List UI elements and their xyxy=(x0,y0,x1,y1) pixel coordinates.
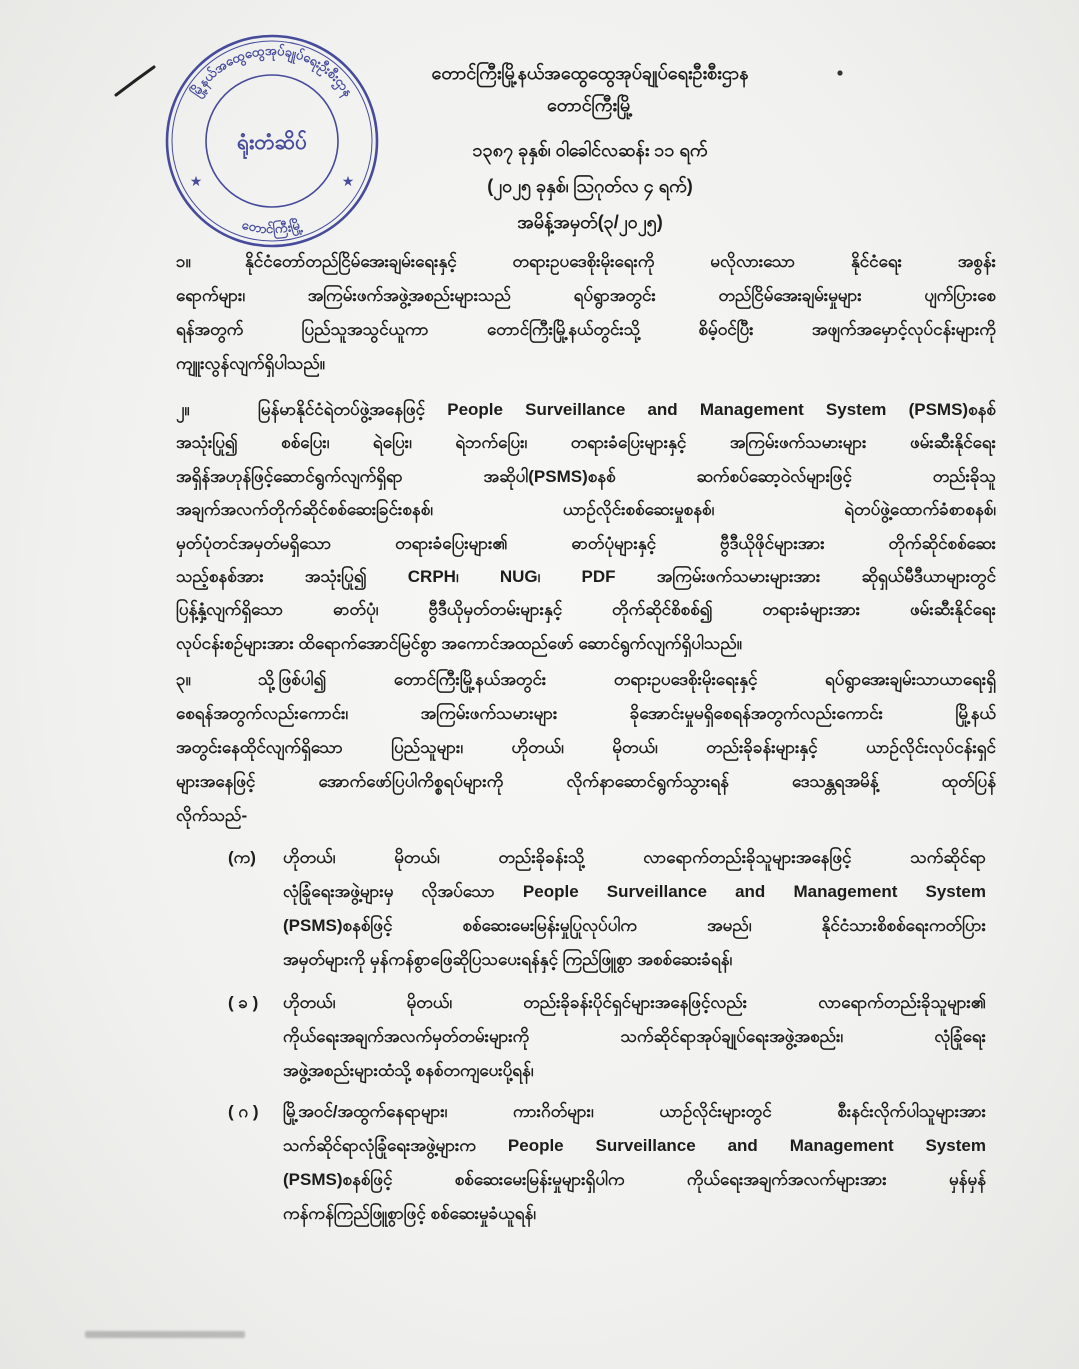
paragraph-line: များအနေဖြင့် အောက်ဖော်ပြပါကိစ္စရပ်များကို လိုက်နာဆောင်ရွက်သွားရန် ဒေသန္တရအမိန့် ထုတ်ပြန် xyxy=(176,772,996,791)
date-myanmar: ၁၃၈၇ ခုနှစ်၊ ဝါခေါင်လဆန်း ၁၁ ရက် xyxy=(472,140,708,160)
paragraph-line: ရောက်များ၊ အကြမ်းဖက်အဖွဲ့အစည်းများသည် ရပ်ရွာအတွင်း တည်ငြိမ်အေးချမ်းမှုများ ပျက်ပြားစေ xyxy=(176,286,996,305)
paragraph-line: စေရန်အတွက်လည်းကောင်း၊ အကြမ်းဖက်သမားများ ခိုအောင်းမှုမရှိစေရန်အတွက်လည်းကောင်း မြို့နယ် xyxy=(176,704,996,723)
paragraph-line: အသုံးပြု၍ စစ်ပြေး၊ ရဲပြေး၊ ရဲဘက်ပြေး၊ တရားခံပြေးများနှင့် အကြမ်းဖက်သမားများ ဖမ်းဆီးနိုင်ရေး xyxy=(176,433,996,453)
paragraph-line: ရန်အတွက် ပြည်သူအသွင်ယူကာ တောင်ကြီးမြို့နယ်တွင်းသို့ စိမ့်ဝင်ပြီး အဖျက်အမှောင့်လုပ်ငန်းများကို xyxy=(176,320,996,339)
directive-item-line: (PSMS)စနစ်ဖြင့် စစ်ဆေးမေးမြန်းမှုများရှိပါက ကိုယ်ရေးအချက်အလက်များအား မှန်မှန် xyxy=(283,1170,986,1189)
order-number: အမိန့်အမှတ်(၃/၂၀၂၅) xyxy=(517,212,663,232)
directive-item-label: ( ဂ ) xyxy=(228,1102,259,1121)
directive-item-text xyxy=(283,841,986,977)
paragraph-line: ကျူးလွန်လျက်ရှိပါသည်။ xyxy=(176,354,325,373)
paragraph-line: သည့်စနစ်အား အသုံးပြု၍ CRPH၊ NUG၊ PDF အကြမ်းဖက်သမားများအား ဆိုရှယ်မီဒီယာများတွင် xyxy=(176,566,996,586)
seal-top-text-path: မြို့နယ်အထွေထွေအုပ်ချုပ်ရေးဦးစီးဌာန xyxy=(188,43,356,100)
paragraph-1 xyxy=(176,245,996,381)
paragraph-line: ပြန့်နှံ့လျက်ရှိသော ဓာတ်ပုံ၊ ဗွီဒီယိုမှတ်တမ်းများနှင့် တိုက်ဆိုင်စိစစ်၍ တရားခံများအား ဖမ်းဆီးနိုင်ရေး xyxy=(176,600,996,620)
seal-top-text xyxy=(186,42,356,102)
directive-item-ka xyxy=(228,841,986,977)
directive-item-line: ဟိုတယ်၊ မိုတယ်၊ တည်းခိုခန်းသို့ လာရောက်တည်းခိုသူများအနေဖြင့် သက်ဆိုင်ရာ xyxy=(283,848,986,867)
directive-item-line: ဟိုတယ်၊ မိုတယ်၊ တည်းခိုခန်းပိုင်ရှင်များအနေဖြင့်လည်း လာရောက်တည်းခိုသူများ၏ xyxy=(283,993,986,1012)
directive-item-line: သက်ဆိုင်ရာလုံခြုံရေးအဖွဲ့များက People Surveillance and Management System xyxy=(283,1136,986,1155)
town-name: တောင်ကြီးမြို့ xyxy=(547,95,633,115)
paragraph-3 xyxy=(176,663,996,833)
department-title: တောင်ကြီးမြို့နယ်အထွေထွေအုပ်ချုပ်ရေးဦးစီးဌာန xyxy=(431,63,749,83)
seal-bottom-text-path: တောင်ကြီးမြို့ xyxy=(240,217,304,238)
paragraph-2 xyxy=(176,393,996,660)
directive-item-line: (PSMS)စနစ်ဖြင့် စစ်ဆေးမေးမြန်းမှုပြုလုပ်ပါက အမည်၊ နိုင်ငံသားစိစစ်ရေးကတ်ပြား xyxy=(283,916,986,935)
paragraph-number: ၃။ xyxy=(176,670,191,689)
directive-item-line: ကိုယ်ရေးအချက်အလက်မှတ်တမ်းများကို သက်ဆိုင်ရာအုပ်ချုပ်ရေးအဖွဲ့အစည်း၊ လုံခြုံရေး xyxy=(283,1027,986,1046)
paragraph-line: အတွင်းနေထိုင်လျက်ရှိသော ပြည်သူများ၊ ဟိုတယ်၊ မိုတယ်၊ တည်းခိုခန်းများနှင့် ယာဉ်လိုင်းလုပ်ငန်းရှင် xyxy=(176,738,996,757)
paragraph-line: လိုက်သည်- xyxy=(176,806,248,825)
paragraph-number: ၂။ xyxy=(176,400,190,419)
directive-item-text xyxy=(283,986,986,1088)
paragraph-line: အချက်အလက်တိုက်ဆိုင်စစ်ဆေးခြင်းစနစ်၊ ယာဉ်လိုင်းစစ်ဆေးမှုစနစ်၊ ရဲတပ်ဖွဲ့ထောက်ခံစာစနစ်၊ xyxy=(176,500,996,520)
seal-star-left-icon: ★ xyxy=(189,174,203,190)
footer-scan-mark xyxy=(85,1331,245,1338)
paragraph-line: မြန်မာနိုင်ငံရဲတပ်ဖွဲ့အနေဖြင့် People Surveillance and Management System (PSMS)စနစ် xyxy=(258,400,996,419)
directive-item-line: လုံခြုံရေးအဖွဲ့များမှ လိုအပ်သော People Surveillance and Management System xyxy=(283,882,986,901)
seal-center-text: ရုံးတံဆိပ် xyxy=(236,130,308,154)
directive-item-kha xyxy=(228,986,986,1088)
seal-star-right-icon: ★ xyxy=(341,174,355,190)
paragraph-line: အရှိန်အဟုန်ဖြင့်ဆောင်ရွက်လျက်ရှိရာ အဆိုပါ(PSMS)စနစ် ဆက်စပ်ဆော့ဝဲလ်များဖြင့် တည်းခိုသူ xyxy=(176,466,996,486)
paragraph-line: မှတ်ပုံတင်အမှတ်မရှိသော တရားခံပြေးများ၏ ဓာတ်ပုံများနှင့် ဗွီဒီယိုဖိုင်များအား တိုက်ဆိုင်စစ်ဆေး xyxy=(176,533,996,553)
paragraph-line: လုပ်ငန်းစဉ်များအား ထိရောက်အောင်မြင်စွာ အကောင်အထည်ဖော် ဆောင်ရွက်လျက်ရှိပါသည်။ xyxy=(176,633,742,653)
directive-item-label: ( ခ ) xyxy=(228,993,259,1012)
paragraph-number: ၁။ xyxy=(176,252,191,271)
directive-item-line: အမှတ်များကို မှန်ကန်စွာဖြေဆိုပြသပေးရန်နှင့် ကြည်ဖြူစွာ အစစ်ဆေးခံရန်၊ xyxy=(283,950,733,969)
directive-item-line: ကန်ကန်ကြည်ဖြူစွာဖြင့် စစ်ဆေးမှုခံယူရန်၊ xyxy=(283,1204,536,1223)
seal-bottom-text xyxy=(240,214,304,240)
directive-item-line: အဖွဲ့အစည်းများထံသို့ စနစ်တကျပေးပို့ရန်၊ xyxy=(283,1061,534,1080)
paragraph-line: နိုင်ငံတော်တည်ငြိမ်အေးချမ်းရေးနှင့် တရားဥပဒေစိုးမိုးရေးကို မလိုလားသော နိုင်ငံရေး အစွန်း xyxy=(245,252,996,271)
date-gregorian: (၂၀၂၅ ခုနှစ်၊ ဩဂုတ်လ ၄ ရက်) xyxy=(487,176,693,196)
directive-item-line: မြို့အဝင်/အထွက်နေရာများ၊ ကားဂိတ်များ၊ ယာဉ်လိုင်းများတွင် စီးနင်းလိုက်ပါသူများအား xyxy=(283,1102,986,1121)
directive-item-ga xyxy=(228,1095,986,1231)
directive-item-text xyxy=(283,1095,986,1231)
handwritten-slash xyxy=(116,67,154,95)
directive-item-label: (က) xyxy=(228,848,256,867)
paragraph-line: သို့ဖြစ်ပါ၍ တောင်ကြီးမြို့နယ်အတွင်း တရားဥပဒေစိုးမိုးရေးနှင့် ရပ်ရွာအေးချမ်းသာယာရေးရှိ xyxy=(258,670,996,689)
